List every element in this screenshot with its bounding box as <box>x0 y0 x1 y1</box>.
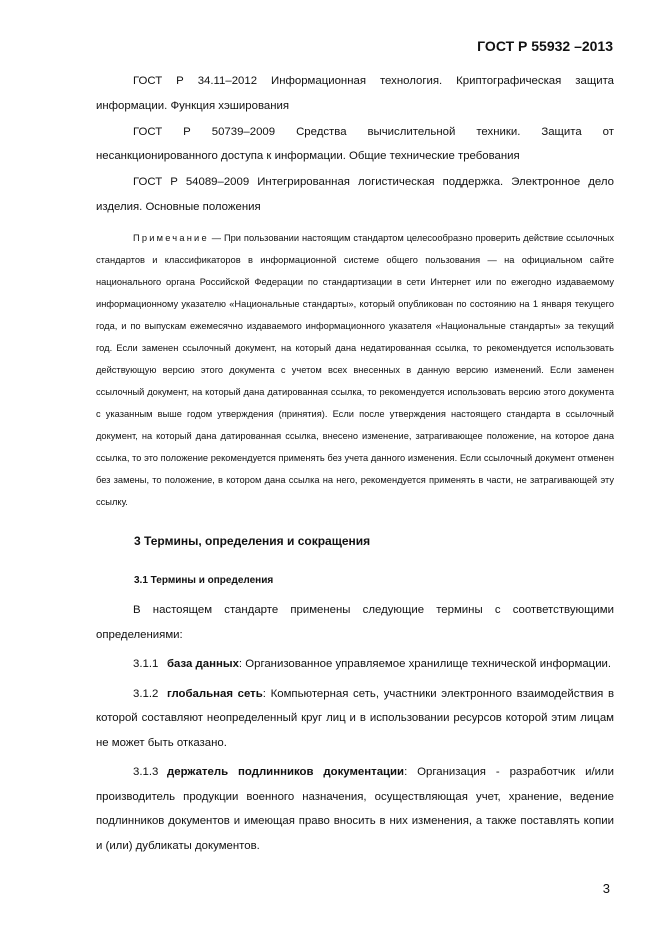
term-definition <box>96 682 614 756</box>
term-definition <box>96 760 614 858</box>
term-number: 3.1.3 <box>133 766 159 778</box>
reference-item: ГОСТ Р 50739–2009 Средства вычислительной техники. Защита от несанкционированного доступа к информации. Общие технические требования <box>96 125 614 162</box>
section-heading: 3 Термины, определения и сокращения <box>134 534 371 548</box>
note-label: Примечание <box>133 233 209 243</box>
term-number: 3.1.1 <box>133 658 159 670</box>
term-name: база данных <box>167 658 239 670</box>
term-text: : Организованное управляемое хранилище технической информации. <box>238 658 612 670</box>
page-content <box>96 69 614 858</box>
term-name: глобальная сеть <box>167 687 263 700</box>
term-name: держатель подлинников документации <box>167 766 405 778</box>
document-id-header: ГОСТ Р 55932 –2013 <box>477 38 613 54</box>
section-intro: В настоящем стандарте применены следующие термины с соответствующими определениями: <box>96 604 614 641</box>
subsection-heading: 3.1 Термины и определения <box>134 575 274 586</box>
term-text: : Компьютерная сеть, участники электронного взаимодействия в которой составляют неопределенный круг лиц и в использовании ресурсов которой этим лицам не может быть отказано. <box>96 687 614 749</box>
reference-item: ГОСТ Р 54089–2009 Интегрированная логистическая поддержка. Электронное дело изделия. Основные положения <box>96 176 614 213</box>
term-number: 3.1.2 <box>133 687 159 700</box>
term-definition <box>96 652 614 677</box>
note-text: При пользовании настоящим стандартом целесообразно проверить действие ссылочных стандартов и классификаторов в информационной системе общего пользования — на официальном сайте национального органа Российской Федерации по стандартизации в сети Интернет или по ежегодно издаваемому информационному указателю «Национальные стандарты», который опубликован по состоянию на 1 января текущего года, и по выпускам ежемесячно издаваемого информационного указателя «Национальные стандарты» за текущий год. Если заменен ссылочный документ, на который дана недатированная ссылка, то рекомендуется использовать действующую версию этого документа с учетом всех внесенных в данную версию изменений. Если заменен ссылочный документ, на который дана датированная ссылка, то рекомендуется использовать версию этого документа с указанным выше годом утверждения (принятия). Если после утверждения настоящего стандарта в ссылочный документ, на который дана датированная ссылка, внесено изменение, затрагивающее положение, на которое дана ссылка, то это положение рекомендуется применять без учета данного изменения. Если ссылочный документ отменен без замены, то положение, в котором дана ссылка на него, рекомендуется применять в части, не затрагивающей эту ссылку. <box>96 233 614 507</box>
page-number: 3 <box>602 881 610 896</box>
note-paragraph <box>96 227 614 513</box>
reference-item: ГОСТ Р 34.11–2012 Информационная технология. Криптографическая защита информации. Функция хэширования <box>96 75 614 112</box>
term-text: : Организация - разработчик и/или производитель продукции военного назначения, осуществляющая учет, хранение, ведение подлинников документов и имеющая право вносить в них изменения, а также поставлять копии и (или) дубликаты документов. <box>96 766 614 852</box>
note-dash: — <box>208 233 224 243</box>
